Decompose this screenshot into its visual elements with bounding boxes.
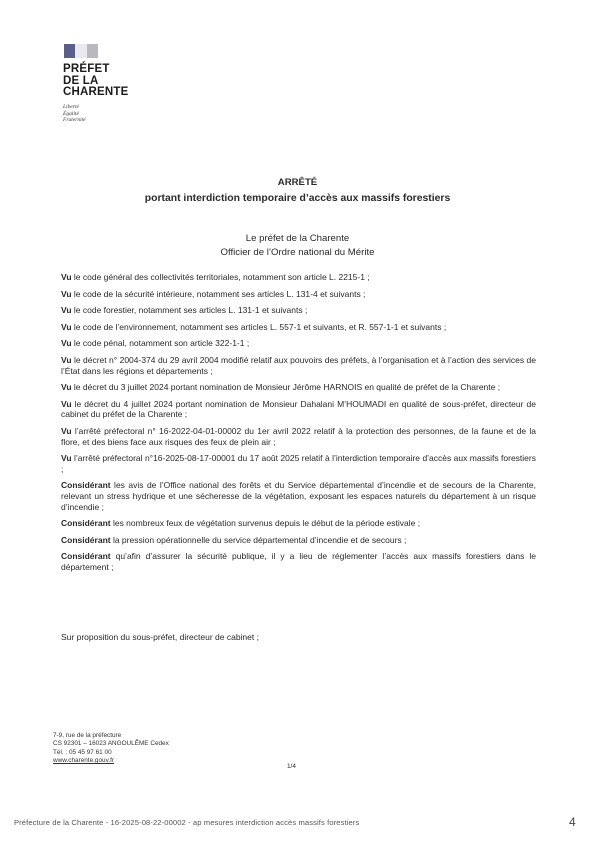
- visa-lead: Vu: [61, 338, 72, 349]
- motto-line: Égalité: [63, 110, 79, 117]
- visa-lead: Vu: [61, 272, 72, 282]
- visa-lead: Vu: [61, 305, 72, 316]
- visa-lead: Vu: [61, 425, 72, 436]
- visa-lead: Considérant: [61, 480, 111, 491]
- visa-text: les nombreux feux de végétation survenus depuis le début de la période estivale ;: [110, 518, 421, 529]
- flag-emblem: [64, 44, 98, 58]
- visa-lead: Vu: [61, 382, 72, 393]
- visa-item: [61, 382, 536, 393]
- visas-list: [61, 272, 536, 578]
- document-title: ARRÊTÉ: [277, 177, 318, 188]
- signer-title: Officier de l’Ordre national du Mérite: [220, 246, 375, 258]
- footer-website-link[interactable]: www.charente.gouv.fr: [53, 756, 114, 764]
- visa-text: le code de l’environnement, notamment ses articles L. 557-1 et suivants, et R. 557-1-1 et suivants ;: [71, 321, 447, 332]
- visa-text: le code forestier, notamment ses articles L. 131-1 et suivants ;: [71, 305, 308, 316]
- visa-text: les avis de l’Office national des forêts et du Service départemental d’incendie et de secours de la Charente, relevant un stress hydrique et une sécheresse de la végétation, exposant les espaces naturels du département à un risque d’incendie ;: [61, 480, 536, 512]
- visa-text: qu’afin d’assurer la sécurité publique, il y a lieu de réglementer l’accès aux massifs forestiers dans le département ;: [61, 551, 536, 572]
- motto-line: Fraternité: [63, 117, 86, 123]
- visa-text: le code général des collectivités territoriales, notamment son article L. 2215-1 ;: [71, 272, 370, 282]
- visa-item: [61, 355, 536, 376]
- prefecture-logo: [63, 64, 129, 99]
- logo-line: PRÉFET: [63, 63, 110, 75]
- logo-line: CHARENTE: [63, 86, 129, 98]
- visa-item: [61, 480, 536, 512]
- visa-item: [61, 426, 536, 447]
- visa-item: [61, 518, 536, 529]
- visa-item: [61, 551, 536, 572]
- visa-lead: Vu: [61, 398, 72, 409]
- visa-item: [61, 289, 536, 300]
- footer-street: 7-9, rue de la préfecture: [53, 732, 122, 739]
- document-subtitle: portant interdiction temporaire d’accès aux massifs forestiers: [144, 193, 451, 204]
- page-number: 1/4: [287, 763, 296, 770]
- logo-line: DE LA: [63, 74, 99, 87]
- visa-lead: Vu: [61, 354, 72, 365]
- visa-item: [61, 453, 536, 474]
- visa-item: [61, 272, 536, 283]
- visa-text: l’arrêté préfectoral n°16-2025-08-17-00001 du 17 août 2025 relatif à l’interdiction temporaire d’accès aux massifs forestiers ;: [61, 453, 536, 474]
- corner-page-number: 4: [569, 815, 576, 829]
- footer-address: [53, 732, 169, 765]
- footer-postal: CS 92301 – 16023 ANGOULÊME Cedex: [53, 740, 169, 748]
- signer-name: Le préfet de la Charente: [245, 233, 350, 244]
- visa-text: la pression opérationnelle du service départemental d’incendie et de secours ;: [110, 534, 407, 545]
- visa-lead: Considérant: [61, 518, 111, 529]
- document-reference-line: Préfecture de la Charente - 16-2025-08-22-00002 - ap mesures interdiction accès massifs forestiers: [14, 818, 360, 827]
- signer-block: [0, 232, 595, 259]
- visa-text: le code de la sécurité intérieure, notamment ses articles L. 131-4 et suivants ;: [71, 288, 366, 299]
- visa-item: [61, 338, 536, 349]
- visa-lead: Considérant: [61, 534, 111, 545]
- visa-text: le code pénal, notamment son article 322-1-1 ;: [71, 338, 250, 349]
- republic-motto: [63, 104, 86, 124]
- visa-lead: Vu: [61, 321, 72, 332]
- proposition-text: Sur proposition du sous-préfet, directeur de cabinet ;: [61, 632, 259, 642]
- visa-text: le décret du 4 juillet 2024 portant nomination de Monsieur Dahalani M’HOUMADI en qualité de sous-préfet, directeur de cabinet du préfet de la Charente ;: [61, 398, 536, 420]
- visa-item: [61, 322, 536, 333]
- visa-text: l’arrêté préfectoral n° 16-2022-04-01-00002 du 1er avril 2022 relatif à la protection des personnes, de la faune et de la flore, et des biens face aux risques des feux de plein air ;: [61, 425, 536, 447]
- visa-item: [61, 305, 536, 316]
- visa-lead: Considérant: [61, 551, 111, 562]
- visa-lead: Vu: [61, 453, 72, 464]
- visa-text: le décret du 3 juillet 2024 portant nomination de Monsieur Jérôme HARNOIS en qualité de préfet de la Charente ;: [71, 382, 501, 393]
- visa-lead: Vu: [61, 288, 72, 299]
- visa-text: le décret n° 2004-374 du 29 avril 2004 modifié relatif aux pouvoirs des préfets, à l’organisation et à l’action des services de l’État dans les régions et départements ;: [61, 354, 536, 376]
- motto-line: Liberté: [63, 104, 79, 110]
- visa-item: [61, 535, 536, 546]
- footer-phone: Tél. : 05 45 97 61 00: [53, 748, 112, 756]
- visa-item: [61, 399, 536, 420]
